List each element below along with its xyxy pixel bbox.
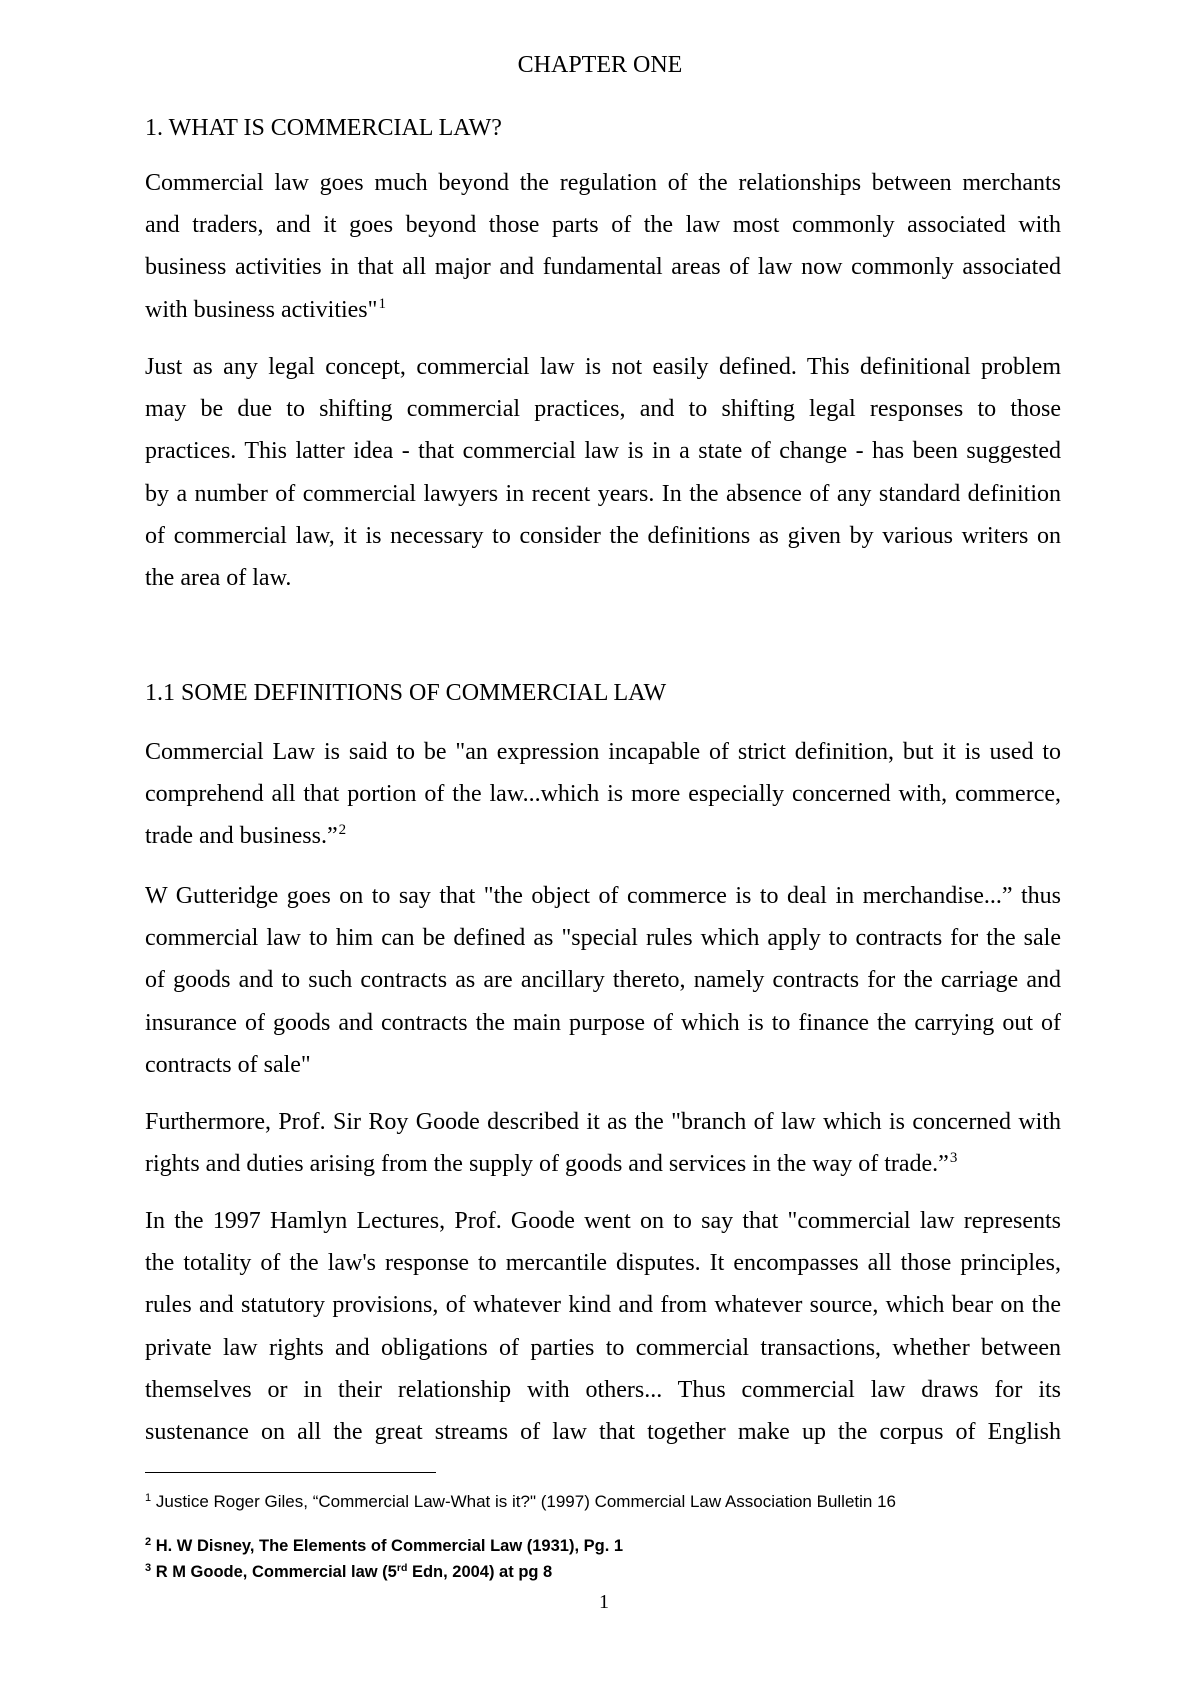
chapter-title: CHAPTER ONE (517, 52, 683, 78)
paragraph-line: comprehend all that portion of the law...which is more especially concerned with, commerce, (145, 781, 1061, 808)
section-heading-text: 1. WHAT IS COMMERCIAL LAW? (145, 115, 502, 141)
footnote-reference: 1 (378, 295, 386, 312)
footnote-marker: 2 (145, 1536, 152, 1548)
paragraph (145, 1101, 1061, 1185)
footnote-ordinal-superscript: rd (396, 1562, 408, 1574)
paragraph-line-text: rights and duties arising from the supply of goods and services in the way of trade.” (145, 1151, 949, 1178)
paragraph-line (145, 815, 1061, 857)
footnote-reference: 2 (338, 822, 347, 839)
page-number: 1 (599, 1591, 609, 1613)
paragraph-line: sustenance on all the great streams of law that together make up the corpus of English (145, 1418, 1061, 1445)
paragraph-line: business activities in that all major and fundamental areas of law now commonly associated (145, 254, 1061, 281)
paragraph-line: by a number of commercial lawyers in recent years. In the absence of any standard definition (145, 480, 1061, 507)
paragraph (145, 731, 1061, 858)
footnote (145, 1534, 1061, 1558)
paragraph-line-text: with business activities" (145, 296, 378, 323)
paragraph-line: contracts of sale" (145, 1051, 311, 1078)
paragraph (145, 1200, 1061, 1453)
paragraph-line: insurance of goods and contracts the main purpose of which is to finance the carrying out of (145, 1009, 1061, 1036)
footnote-text: H. W Disney, The Elements of Commercial Law (1931), Pg. 1 (155, 1537, 624, 1555)
section-heading (145, 672, 1061, 714)
paragraph-line (145, 1143, 1061, 1185)
paragraph-line: In the 1997 Hamlyn Lectures, Prof. Goode went on to say that "commercial law represents (145, 1208, 1061, 1234)
paragraph-line: and traders, and it goes beyond those parts of the law most commonly associated with (145, 212, 1061, 239)
paragraph-line: the area of law. (145, 564, 292, 591)
section-heading (145, 107, 1061, 149)
paragraph-line: private law rights and obligations of parties to commercial transactions, whether between (145, 1334, 1061, 1361)
footnote-separator (145, 1472, 436, 1473)
paragraph (145, 875, 1061, 1086)
paragraph-line (145, 289, 1061, 331)
paragraph-line: Commercial Law is said to be "an expression incapable of strict definition, but it is used to (145, 739, 1061, 765)
paragraph-line: of commercial law, it is necessary to consider the definitions as given by various writers on (145, 522, 1061, 549)
paragraph-line: practices. This latter idea - that commercial law is in a state of change - has been suggested (145, 438, 1061, 465)
footnote (145, 1490, 1061, 1514)
paragraph (145, 346, 1061, 599)
footnote-marker: 3 (145, 1562, 152, 1574)
paragraph-line: of goods and to such contracts as are ancillary thereto, namely contracts for the carriage and (145, 967, 1061, 994)
section-heading-text: 1.1 SOME DEFINITIONS OF COMMERCIAL LAW (145, 680, 667, 706)
paragraph-line: W Gutteridge goes on to say that "the object of commerce is to deal in merchandise...” thus (145, 883, 1061, 909)
paragraph-line: rules and statutory provisions, of whatever kind and from whatever source, which bear on the (145, 1292, 1061, 1319)
paragraph-line: Just as any legal concept, commercial law is not easily defined. This definitional problem (145, 354, 1061, 380)
paragraph-line: Commercial law goes much beyond the regulation of the relationships between merchants (145, 170, 1061, 196)
footnote-text-continued: Edn, 2004) at pg 8 (407, 1563, 553, 1581)
footnote (145, 1560, 1061, 1584)
paragraph-line: commercial law to him can be defined as "special rules which apply to contracts for the sale (145, 925, 1061, 952)
footnote-text: Justice Roger Giles, “Commercial Law-What is it?" (1997) Commercial Law Association Bulletin 16 (155, 1492, 896, 1511)
paragraph-line: may be due to shifting commercial practices, and to shifting legal responses to those (145, 396, 1061, 423)
footnote-marker: 1 (145, 1492, 152, 1504)
footnote-text: R M Goode, Commercial law (5 (155, 1563, 397, 1581)
footnote-reference: 3 (949, 1150, 958, 1167)
paragraph-line: the totality of the law's response to mercantile disputes. It encompasses all those principles, (145, 1250, 1061, 1277)
paragraph-line: Furthermore, Prof. Sir Roy Goode described it as the "branch of law which is concerned with (145, 1109, 1061, 1135)
paragraph-line-text: trade and business.” (145, 823, 338, 850)
paragraph (145, 162, 1061, 331)
paragraph-line: themselves or in their relationship with others... Thus commercial law draws for its (145, 1376, 1061, 1403)
